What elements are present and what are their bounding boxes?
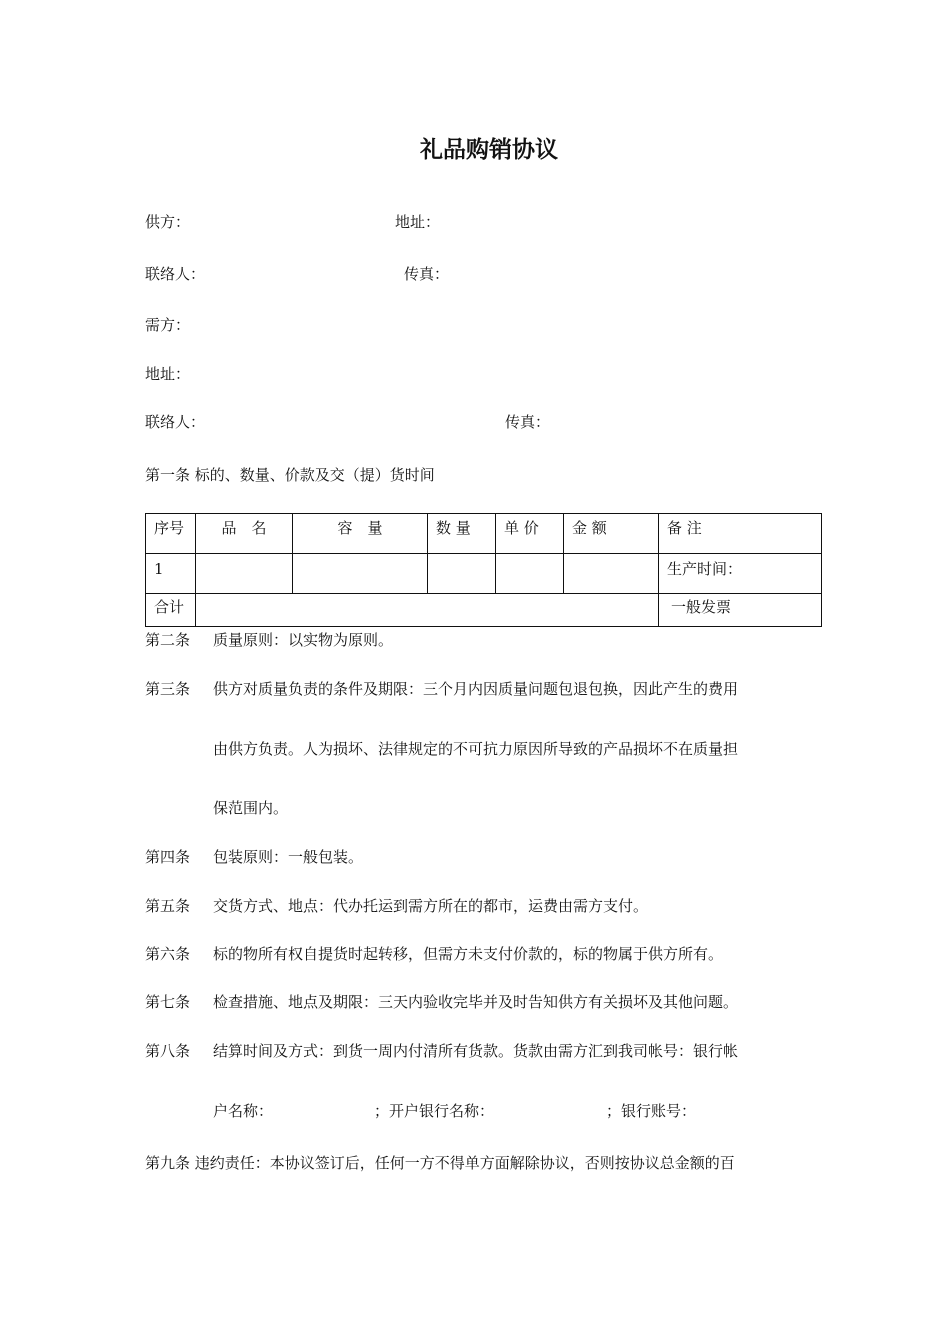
supplier-fax-label: 传真： [404, 265, 450, 283]
article-8-line-1: 结算时间及方式：到货一周内付清所有货款。货款由需方汇到我司帐号：银行帐 [213, 1042, 739, 1060]
article-3-line-2: 由供方负责。人为损坏、法律规定的不可抗力原因所导致的产品损坏不在质量担 [213, 740, 739, 758]
goods-table [145, 513, 822, 627]
bank-name-label: ；开户银行名称： [374, 1102, 495, 1120]
article-5-number: 第五条 [145, 897, 191, 915]
header-cell-amount: 金 额 [564, 514, 659, 554]
row-number-cell: 1 [146, 554, 196, 594]
article-2-text: 质量原则：以实物为原则。 [213, 631, 394, 649]
article-3-line-3: 保范围内。 [213, 799, 289, 817]
buyer-label: 需方： [145, 316, 191, 334]
table-row [146, 554, 822, 594]
total-remark-cell: 一般发票 [659, 594, 822, 627]
row-remark-cell: 生产时间： [659, 554, 822, 594]
account-number-label: ；银行账号： [606, 1102, 697, 1120]
article-4-text: 包装原则：一般包装。 [213, 848, 364, 866]
row-unit-price-cell [496, 554, 564, 594]
header-cell-remark: 备 注 [659, 514, 822, 554]
table-header-row [146, 514, 822, 554]
total-label-cell: 合计 [146, 594, 196, 627]
header-cell-no: 序号 [146, 514, 196, 554]
article-9-text: 第九条 违约责任：本协议签订后，任何一方不得单方面解除协议，否则按协议总金额的百 [145, 1154, 735, 1172]
supplier-address-label: 地址： [395, 213, 441, 231]
header-cell-capacity: 容 量 [293, 514, 428, 554]
header-cell-unit-price: 单 价 [496, 514, 564, 554]
page-title: 礼品购销协议 [420, 136, 558, 163]
article-6-number: 第六条 [145, 945, 191, 963]
header-cell-name: 品 名 [196, 514, 293, 554]
article-2-number: 第二条 [145, 631, 191, 649]
buyer-address-label: 地址： [145, 365, 191, 383]
article-3-number: 第三条 [145, 680, 191, 698]
row-amount-cell [564, 554, 659, 594]
article-8-number: 第八条 [145, 1042, 191, 1060]
article-4-number: 第四条 [145, 848, 191, 866]
account-name-label: 户名称： [213, 1102, 274, 1120]
header-cell-quantity: 数 量 [428, 514, 496, 554]
row-name-cell [196, 554, 293, 594]
article-3-line-1: 供方对质量负责的条件及期限：三个月内因质量问题包退包换，因此产生的费用 [213, 680, 739, 698]
buyer-fax-label: 传真： [505, 413, 551, 431]
buyer-contact-label: 联络人： [145, 413, 206, 431]
article-7-text: 检查措施、地点及期限：三天内验收完毕并及时告知供方有关损坏及其他问题。 [213, 993, 739, 1011]
article-6-text: 标的物所有权自提货时起转移，但需方未支付价款的，标的物属于供方所有。 [213, 945, 724, 963]
row-capacity-cell [293, 554, 428, 594]
article-5-text: 交货方式、地点：代办托运到需方所在的都市，运费由需方支付。 [213, 897, 649, 915]
supplier-contact-label: 联络人： [145, 265, 206, 283]
supplier-label: 供方： [145, 213, 191, 231]
row-quantity-cell [428, 554, 496, 594]
table-total-row [146, 594, 822, 627]
article-7-number: 第七条 [145, 993, 191, 1011]
article-1-heading: 第一条 标的、数量、价款及交（提）货时间 [145, 466, 435, 484]
total-value-cell [196, 594, 659, 627]
